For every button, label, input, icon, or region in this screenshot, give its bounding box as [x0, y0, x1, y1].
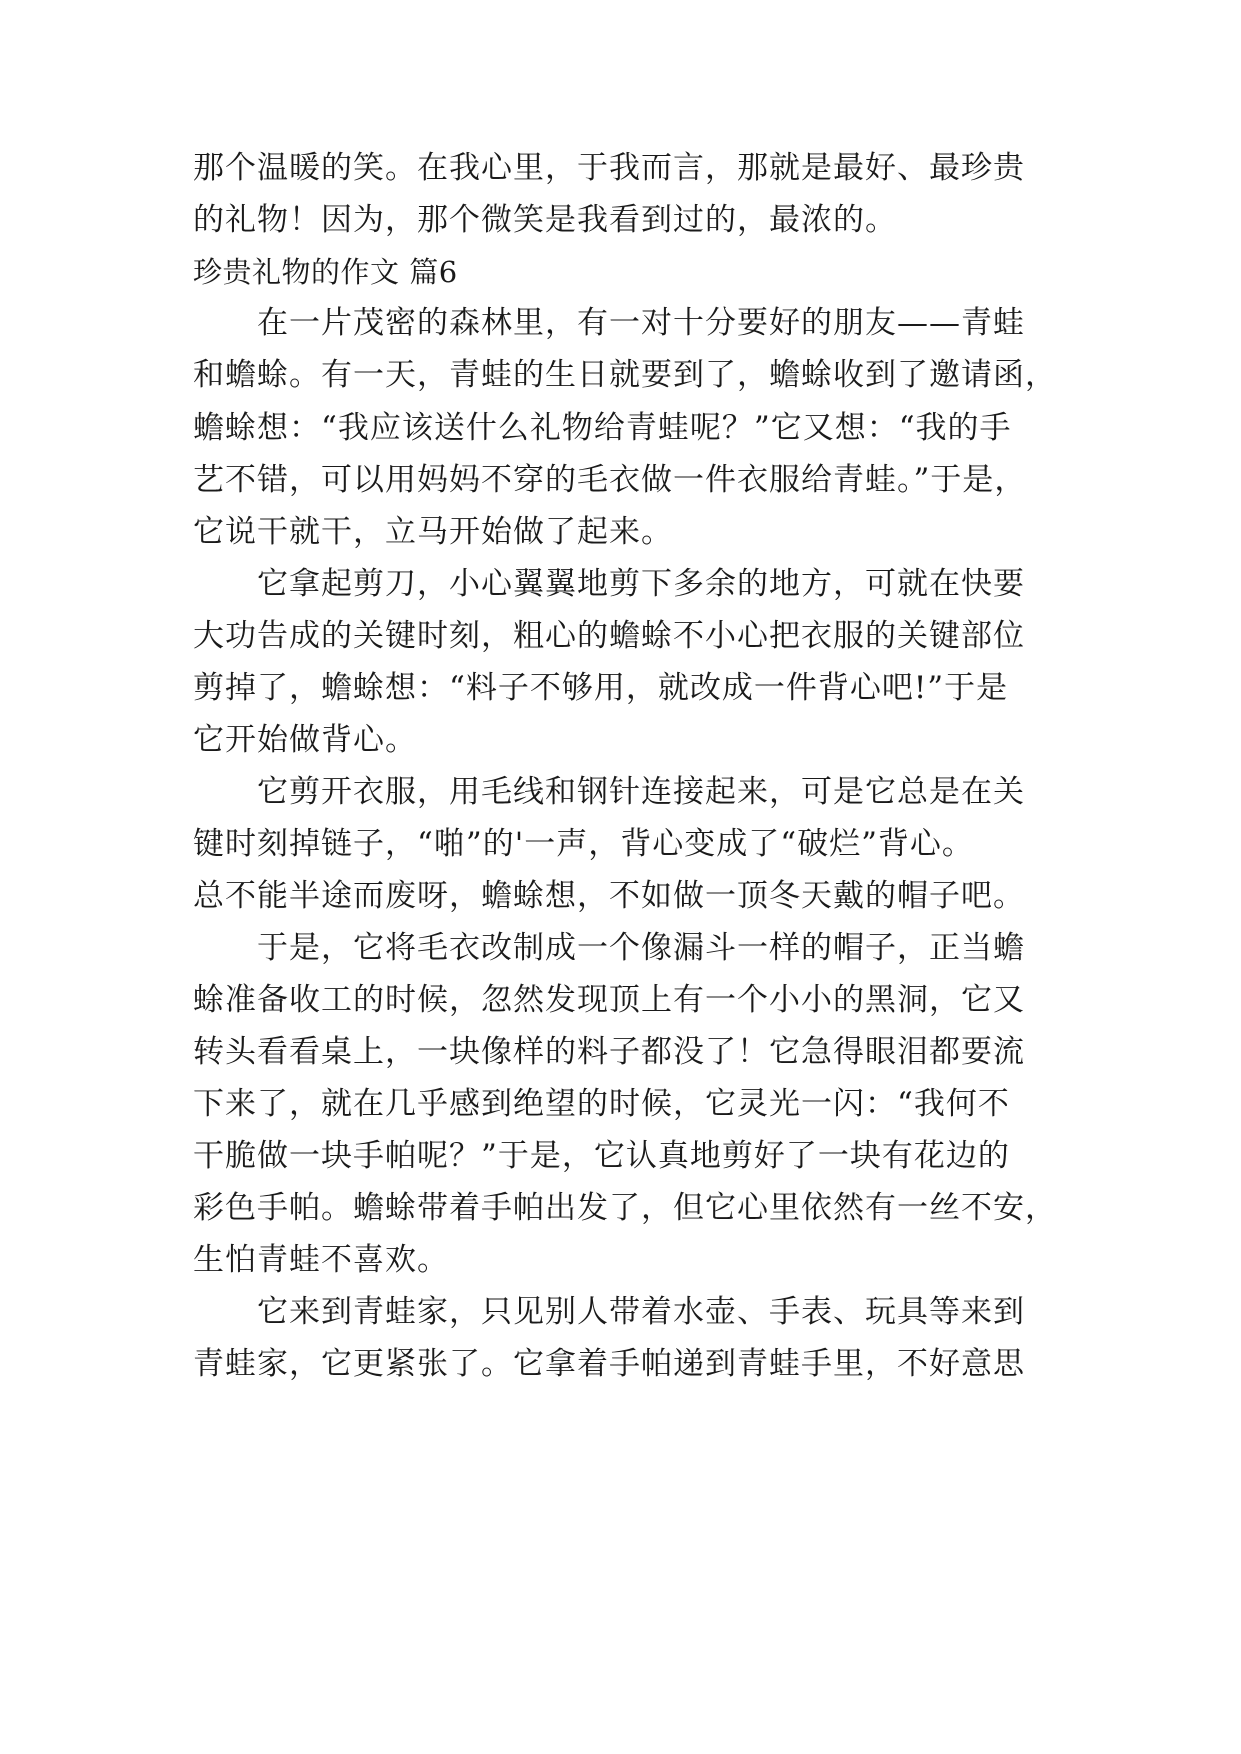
text-line: 的礼物！因为，那个微笑是我看到过的，最浓的。 [193, 202, 897, 238]
text-line: 彩色手帕。蟾蜍带着手帕出发了，但它心里依然有一丝不安， [193, 1190, 1057, 1226]
text-line: 和蟾蜍。有一天，青蛙的生日就要到了，蟾蜍收到了邀请函， [193, 357, 1057, 393]
section-heading: 珍贵礼物的作文 篇6 [193, 255, 458, 289]
text-line: 它说干就干，立马开始做了起来。 [193, 514, 673, 550]
text-line: 它剪开衣服，用毛线和钢针连接起来，可是它总是在关 [193, 774, 1025, 810]
text-line: 转头看看桌上，一块像样的料子都没了！它急得眼泪都要流 [193, 1034, 1025, 1070]
text-line: 干脆做一块手帕呢？”于是，它认真地剪好了一块有花边的 [193, 1138, 1010, 1174]
text-line: 蟾蜍想：“我应该送什么礼物给青蛙呢？”它又想：“我的手 [193, 410, 1012, 446]
text-line: 在一片茂密的森林里，有一对十分要好的朋友——青蛙 [193, 305, 1025, 341]
text-line: 生怕青蛙不喜欢。 [193, 1242, 449, 1278]
text-line: 键时刻掉链子，“啪”的'一声，背心变成了“破烂”背心。 [193, 826, 974, 862]
text-line: 艺不错，可以用妈妈不穿的毛衣做一件衣服给青蛙。”于是， [193, 462, 1027, 498]
text-line: 大功告成的关键时刻，粗心的蟾蜍不小心把衣服的关键部位 [193, 618, 1025, 654]
text-line: 剪掉了，蟾蜍想：“料子不够用，就改成一件背心吧!”于是 [193, 670, 1009, 706]
text-line: 它拿起剪刀，小心翼翼地剪下多余的地方，可就在快要 [193, 566, 1025, 602]
text-line: 蜍准备收工的时候，忽然发现顶上有一个小小的黑洞，它又 [193, 982, 1025, 1018]
text-line: 下来了，就在几乎感到绝望的时候，它灵光一闪：“我何不 [193, 1086, 1010, 1122]
text-line: 那个温暖的笑。在我心里，于我而言，那就是最好、最珍贵 [193, 150, 1025, 186]
text-line: 于是，它将毛衣改制成一个像漏斗一样的帽子，正当蟾 [193, 930, 1025, 966]
text-line: 总不能半途而废呀，蟾蜍想，不如做一顶冬天戴的帽子吧。 [193, 878, 1025, 914]
text-line: 青蛙家，它更紧张了。它拿着手帕递到青蛙手里，不好意思 [193, 1346, 1025, 1382]
text-line: 它来到青蛙家，只见别人带着水壶、手表、玩具等来到 [193, 1294, 1025, 1330]
text-line: 它开始做背心。 [193, 722, 417, 758]
